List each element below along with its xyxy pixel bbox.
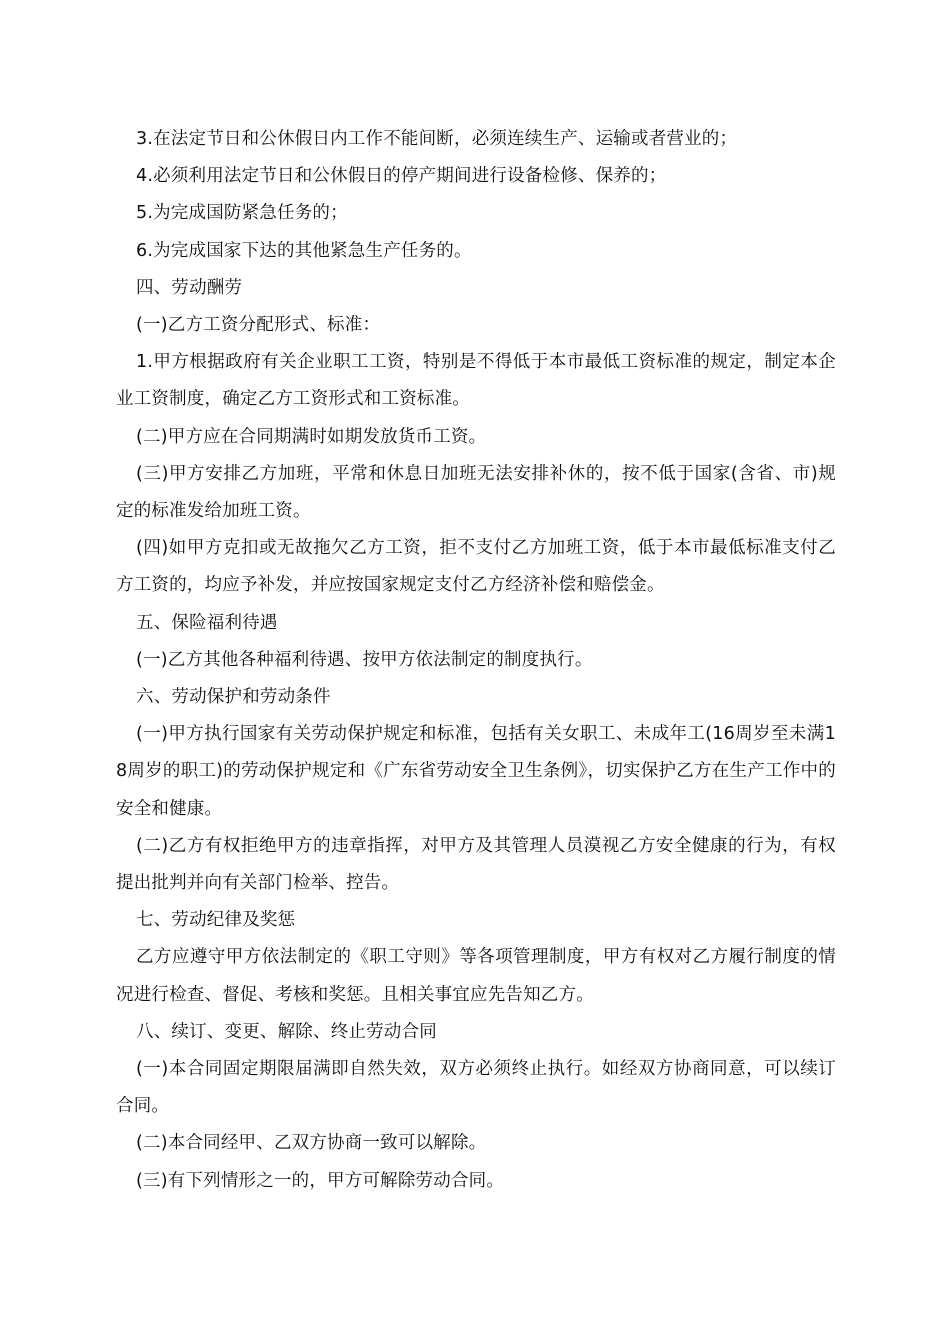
paragraph-wage-system: 1.甲方根据政府有关企业职工工资，特别是不得低于本市最低工资标准的规定，制定本企业工资制度，确定乙方工资形式和工资标准。 — [116, 352, 836, 410]
paragraph-wage-payment: (二)甲方应在合同期满时如期发放货币工资。 — [136, 426, 487, 447]
section-heading-remuneration: 四、劳动酬劳 — [136, 277, 243, 298]
paragraph-labor-protection-standards: (一)甲方执行国家有关劳动保护规定和标准，包括有关女职工、未成年工(16周岁至未满18周岁的职工)的劳动保护规定和《广东省劳动安全卫生条例》，切实保护乙方在生产工作中的安全和健康。 — [116, 724, 836, 819]
paragraph-overtime-item-4: 4.必须利用法定节日和公休假日的停产期间进行设备检修、保养的； — [136, 166, 667, 187]
paragraph-wage-form: (一)乙方工资分配形式、标准： — [136, 315, 381, 336]
section-heading-insurance-welfare: 五、保险福利待遇 — [136, 612, 278, 633]
section-heading-labor-protection: 六、劳动保护和劳动条件 — [136, 687, 331, 708]
paragraph-wage-arrears: (四)如甲方克扣或无故拖欠乙方工资，拒不支付乙方加班工资，低于本市最低标准支付乙方工资的，均应予补发，并应按国家规定支付乙方经济补偿和赔偿金。 — [116, 538, 836, 596]
section-heading-discipline: 七、劳动纪律及奖惩 — [136, 910, 296, 931]
paragraph-overtime-item-3: 3.在法定节日和公休假日内工作不能间断，必须连续生产、运输或者营业的； — [136, 129, 738, 149]
paragraph-discipline-rules: 乙方应遵守甲方依法制定的《职工守则》等各项管理制度，甲方有权对乙方履行制度的情况进行检查、督促、考核和奖惩。且相关事宜应先告知乙方。 — [116, 947, 836, 1005]
paragraph-overtime-pay: (三)甲方安排乙方加班，平常和休息日加班无法安排补休的，按不低于国家(含省、市)规定的标准发给加班工资。 — [116, 463, 836, 522]
paragraph-right-to-refuse: (二)乙方有权拒绝甲方的违章指挥，对甲方及其管理人员漠视乙方安全健康的行为，有权提出批判并向有关部门检举、控告。 — [116, 835, 836, 894]
paragraph-overtime-item-5: 5.为完成国防紧急任务的； — [136, 203, 348, 224]
paragraph-welfare: (一)乙方其他各种福利待遇、按甲方依法制定的制度执行。 — [136, 649, 593, 670]
paragraph-overtime-item-6: 6.为完成国家下达的其他紧急生产任务的。 — [136, 240, 472, 261]
document-body — [116, 121, 836, 1200]
paragraph-contract-expiry: (一)本合同固定期限届满即自然失效，双方必须终止执行。如经双方协商同意，可以续订合同。 — [116, 1059, 836, 1117]
paragraph-contract-mutual-termination: (二)本合同经甲、乙双方协商一致可以解除。 — [136, 1133, 487, 1154]
section-heading-contract-changes: 八、续订、变更、解除、终止劳动合同 — [136, 1021, 437, 1042]
paragraph-contract-termination-conditions: (三)有下列情形之一的，甲方可解除劳动合同。 — [136, 1170, 505, 1191]
